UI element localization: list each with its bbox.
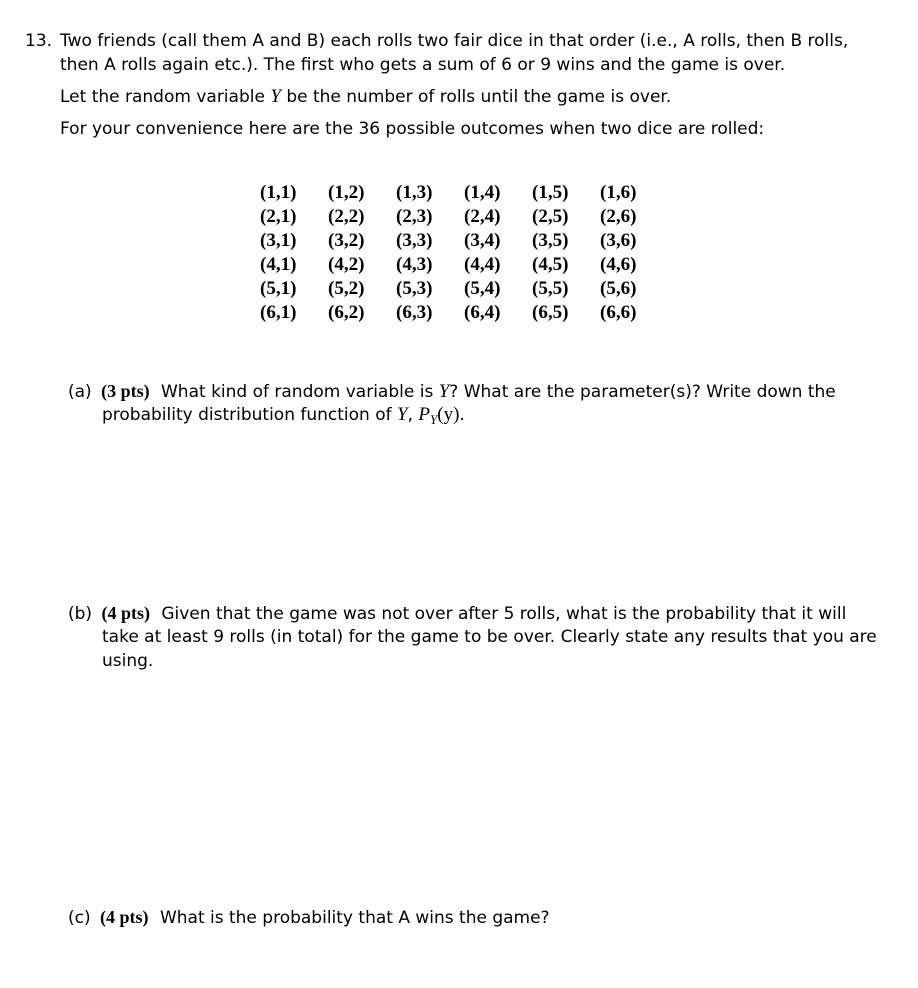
part-a-label: (a) bbox=[68, 382, 92, 402]
part-c-label: (c) bbox=[68, 908, 91, 928]
part-a-points: (3 pts) bbox=[101, 381, 150, 401]
outcome-cell: (3,5) bbox=[532, 230, 569, 251]
outcome-cell: (1,2) bbox=[328, 182, 365, 203]
part-c-text: What is the probability that A wins the game? bbox=[159, 908, 550, 928]
outcome-cell: (6,2) bbox=[328, 302, 365, 323]
part-a-comma: , bbox=[407, 405, 414, 425]
part-b-line-3: using. bbox=[102, 651, 154, 671]
part-b-line-2: take at least 9 rolls (in total) for the game to be over. Clearly state any results that you are bbox=[102, 627, 877, 647]
pmf-symbol bbox=[418, 404, 459, 425]
part-b-text-1: Given that the game was not over after 5 rolls, what is the probability that it will bbox=[161, 604, 847, 624]
problem-intro-line-2: then A rolls again etc.). The first who gets a sum of 6 or 9 wins and the game is over. bbox=[60, 55, 786, 75]
outcome-cell: (4,3) bbox=[396, 254, 433, 275]
outcome-cell: (5,1) bbox=[260, 278, 297, 299]
part-c-points: (4 pts) bbox=[100, 907, 149, 927]
problem-number: 13. bbox=[25, 31, 53, 51]
rv-symbol: Y bbox=[270, 86, 281, 107]
part-a-var-y-2: Y bbox=[397, 404, 408, 425]
outcome-cell: (2,6) bbox=[600, 206, 637, 227]
outcome-cell: (1,5) bbox=[532, 182, 569, 203]
part-b-points: (4 pts) bbox=[101, 603, 150, 623]
problem-intro-line-1: Two friends (call them A and B) each rolls two fair dice in that order (i.e., A rolls, then B rolls, bbox=[60, 31, 849, 51]
part-c-line bbox=[68, 905, 550, 930]
outcome-cell: (6,5) bbox=[532, 302, 569, 323]
outcome-cell: (3,4) bbox=[464, 230, 501, 251]
outcome-cell: (1,1) bbox=[260, 182, 297, 203]
outcome-cell: (4,6) bbox=[600, 254, 637, 275]
outcome-cell: (6,3) bbox=[396, 302, 433, 323]
part-a-period: . bbox=[459, 405, 465, 425]
part-a-line-1 bbox=[68, 379, 836, 404]
outcome-cell: (3,3) bbox=[396, 230, 433, 251]
outcome-cell: (2,1) bbox=[260, 206, 297, 227]
outcome-cell: (5,5) bbox=[532, 278, 569, 299]
outcome-cell: (2,4) bbox=[464, 206, 501, 227]
outcome-cell: (4,4) bbox=[464, 254, 501, 275]
outcome-cell: (2,3) bbox=[396, 206, 433, 227]
outcome-cell: (6,6) bbox=[600, 302, 637, 323]
pmf-p: P bbox=[418, 404, 431, 425]
pmf-subscript: Y bbox=[430, 412, 438, 427]
outcome-cell: (3,2) bbox=[328, 230, 365, 251]
outcome-cell: (4,1) bbox=[260, 254, 297, 275]
random-variable-definition bbox=[60, 85, 671, 109]
rv-suffix: be the number of rolls until the game is over. bbox=[286, 87, 672, 107]
rv-prefix: Let the random variable bbox=[60, 87, 265, 107]
outcome-cell: (6,1) bbox=[260, 302, 297, 323]
pmf-argument: (y) bbox=[437, 404, 460, 425]
outcome-cell: (4,5) bbox=[532, 254, 569, 275]
convenience-note: For your convenience here are the 36 possible outcomes when two dice are rolled: bbox=[60, 119, 765, 139]
outcome-cell: (1,6) bbox=[600, 182, 637, 203]
part-a-line-2 bbox=[102, 403, 465, 432]
part-b-label: (b) bbox=[68, 604, 93, 624]
part-b-line-1 bbox=[68, 601, 846, 626]
outcome-cell: (2,2) bbox=[328, 206, 365, 227]
outcome-cell: (5,3) bbox=[396, 278, 433, 299]
outcome-cell: (1,3) bbox=[396, 182, 433, 203]
outcome-cell: (6,4) bbox=[464, 302, 501, 323]
part-a-text-1-post: ? What are the parameter(s)? Write down the bbox=[449, 382, 836, 402]
outcome-cell: (3,1) bbox=[260, 230, 297, 251]
outcome-cell: (4,2) bbox=[328, 254, 365, 275]
outcome-cell: (5,6) bbox=[600, 278, 637, 299]
part-a-text-1-pre: What kind of random variable is bbox=[161, 382, 434, 402]
outcome-cell: (3,6) bbox=[600, 230, 637, 251]
outcome-cell: (5,4) bbox=[464, 278, 501, 299]
outcome-cell: (1,4) bbox=[464, 182, 501, 203]
part-a-var-y: Y bbox=[438, 381, 450, 402]
outcome-cell: (5,2) bbox=[328, 278, 365, 299]
part-a-text-2-pre: probability distribution function of bbox=[102, 405, 392, 425]
outcome-cell: (2,5) bbox=[532, 206, 569, 227]
